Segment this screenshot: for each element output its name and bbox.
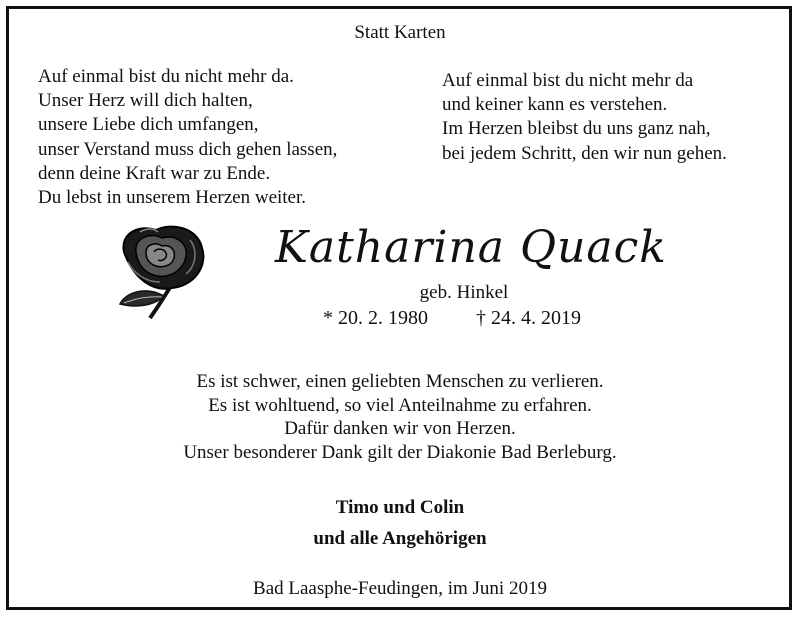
thanks-line: Unser besonderer Dank gilt der Diakonie Bad Berleburg. — [183, 441, 617, 463]
life-dates — [323, 307, 581, 330]
poem-line: unsere Liebe dich umfangen, — [38, 114, 259, 136]
poem-line: Im Herzen bleibst du uns ganz nah, — [442, 118, 711, 140]
poem-line: Du lebst in unserem Herzen weiter. — [38, 187, 307, 209]
poem-line: Unser Herz will dich halten, — [38, 90, 253, 112]
birth-name: geb. Hinkel — [419, 282, 509, 303]
deceased-name: Katharina Quack — [275, 222, 667, 273]
thanks-line: Es ist wohltuend, so viel Anteilnahme zu erfahren. — [208, 394, 592, 416]
rose-icon — [116, 222, 208, 320]
thanks-text — [0, 370, 800, 464]
mourners-line: Timo und Colin — [335, 497, 465, 518]
poem-line: unser Verstand muss dich gehen lassen, — [38, 138, 338, 160]
poem-line: Auf einmal bist du nicht mehr da. — [38, 66, 294, 87]
birth-date: * 20. 2. 1980 — [323, 307, 428, 329]
poem-line: und keiner kann es verstehen. — [442, 94, 668, 116]
notice-header: Statt Karten — [354, 22, 446, 43]
poem-line: bei jedem Schritt, den wir nun gehen. — [442, 142, 727, 164]
death-date: † 24. 4. 2019 — [476, 307, 581, 329]
place-date: Bad Laasphe-Feudingen, im Juni 2019 — [253, 578, 547, 599]
mourners — [0, 492, 800, 554]
poem-right — [442, 69, 727, 166]
thanks-line: Es ist schwer, einen geliebten Menschen zu verlieren. — [196, 371, 604, 392]
mourners-line: und alle Angehörigen — [313, 528, 487, 549]
poem-line: denn deine Kraft war zu Ende. — [38, 162, 271, 184]
thanks-line: Dafür danken wir von Herzen. — [284, 418, 516, 439]
poem-line: Auf einmal bist du nicht mehr da — [442, 70, 694, 91]
poem-left — [38, 65, 337, 210]
